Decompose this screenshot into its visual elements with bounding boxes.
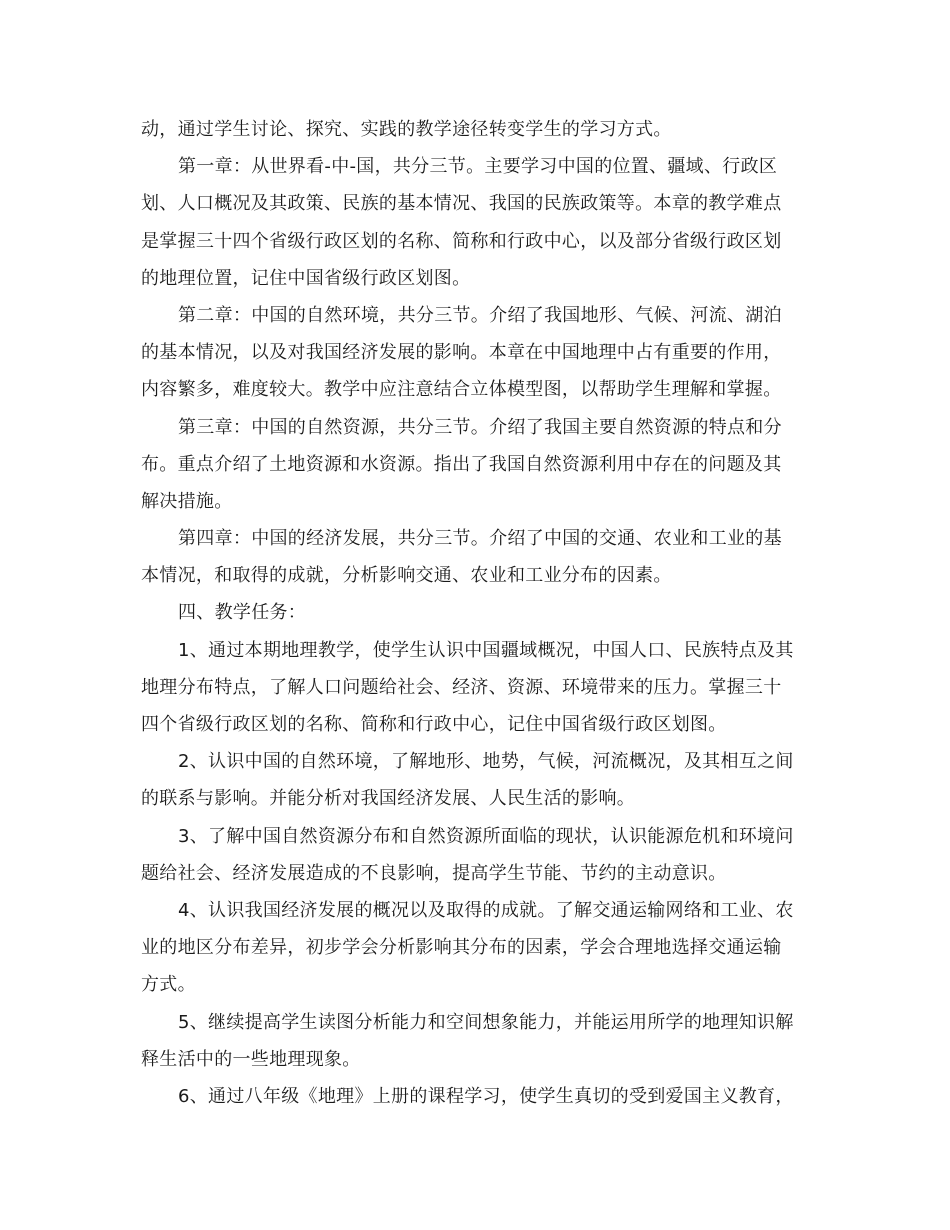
text-line: 1、通过本期地理教学，使学生认识中国疆域概况，中国人口、民族特点及其 [178,639,794,661]
text-line: 动，通过学生讨论、探究、实践的教学途径转变学生的学习方式。 [141,119,672,140]
text-line: 6、通过八年级《地理》上册的课程学习，使学生真切的受到爱国主义教育， [178,1085,794,1107]
text-line: 地理分布特点，了解人口问题给社会、经济、资源、环境带来的压力。掌握三十 [141,676,782,698]
text-line: 的基本情况，以及对我国经济发展的影响。本章在中国地理中占有重要的作用， [141,342,782,364]
text-line: 的联系与影响。并能分析对我国经济发展、人民生活的影响。 [141,788,636,810]
text-line: 是掌握三十四个省级行政区划的名称、简称和行政中心，以及部分省级行政区划 [141,230,782,252]
text-line: 4、认识我国经济发展的概况以及取得的成就。了解交通运输网络和工业、农 [178,899,794,921]
text-line: 内容繁多，难度较大。教学中应注意结合立体模型图，以帮助学生理解和掌握。 [141,379,782,401]
section-heading: 四、教学任务： [178,602,307,624]
text-line: 第四章：中国的经济发展，共分三节。介绍了中国的交通、农业和工业的基 [178,528,782,550]
text-line: 四个省级行政区划的名称、简称和行政中心，记住中国省级行政区划图。 [141,714,727,735]
text-line: 解决措施。 [141,490,233,512]
text-line: 业的地区分布差异，初步学会分析影响其分布的因素，学会合理地选择交通运输 [141,937,782,959]
text-line: 的地理位置，记住中国省级行政区划图。 [141,267,471,289]
text-line: 题给社会、经济发展造成的不良影响，提高学生节能、节约的主动意识。 [141,862,727,884]
document-body [141,111,809,1115]
text-line: 3、了解中国自然资源分布和自然资源所面临的现状，认识能源危机和环境问 [178,825,794,847]
text-line: 第三章：中国的自然资源，共分三节。介绍了我国主要自然资源的特点和分 [178,416,782,438]
text-line: 本情况，和取得的成就，分析影响交通、农业和工业分布的因素。 [141,565,672,587]
text-line: 布。重点介绍了土地资源和水资源。指出了我国自然资源利用中存在的问题及其 [141,453,782,475]
text-line: 5、继续提高学生读图分析能力和空间想象能力，并能运用所学的地理知识解 [178,1011,794,1033]
text-line: 第一章：从世界看-中-国，共分三节。主要学习中国的位置、疆域、行政区 [178,156,778,178]
text-line: 2、认识中国的自然环境，了解地形、地势，气候，河流概况，及其相互之间 [178,751,794,773]
text-line: 释生活中的一些地理现象。 [141,1048,361,1070]
text-line: 第二章：中国的自然环境，共分三节。介绍了我国地形、气候、河流、湖泊 [178,304,782,326]
text-line: 方式。 [141,974,196,996]
text-line: 划、人口概况及其政策、民族的基本情况、我国的民族政策等。本章的教学难点 [141,193,782,215]
